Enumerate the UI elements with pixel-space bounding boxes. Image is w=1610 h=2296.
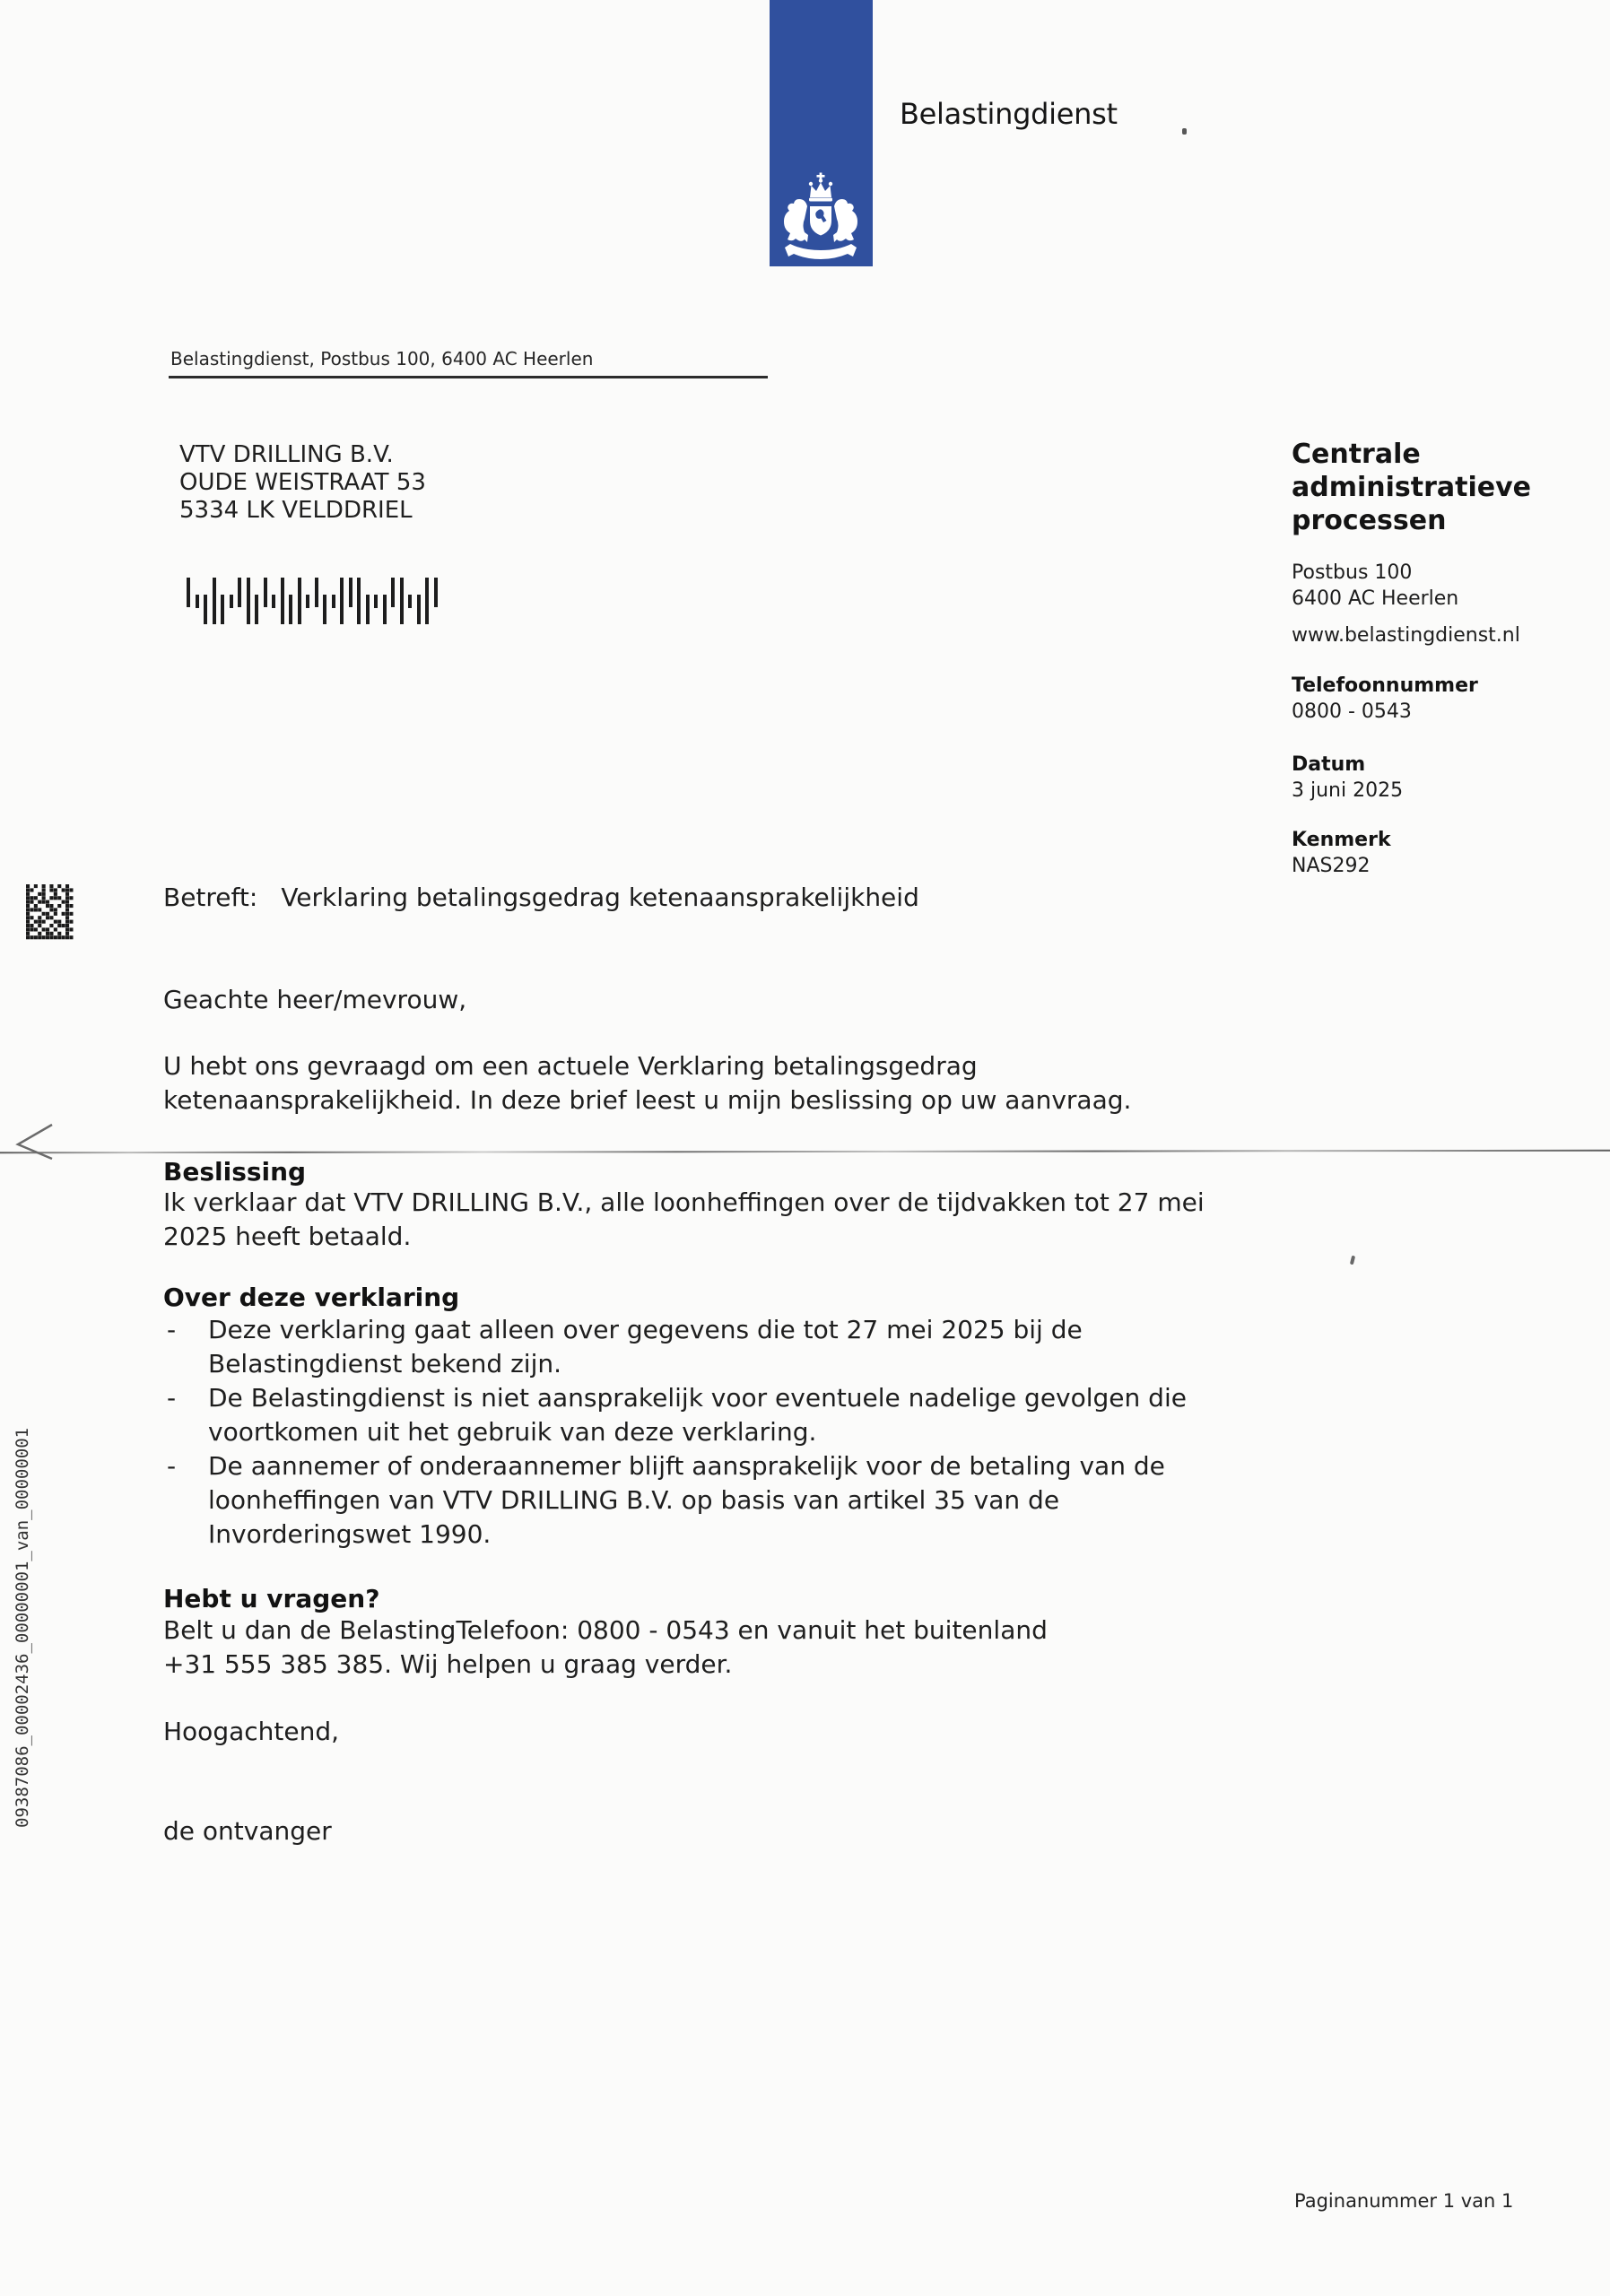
bullet-line: De Belastingdienst is niet aansprakelijk voor eventuele nadelige gevolgen die (208, 1383, 1187, 1413)
bullet-line: voortkomen uit het gebruik van deze verklaring. (208, 1417, 817, 1447)
date-value: 3 juni 2025 (1292, 779, 1404, 802)
department-title: Centrale administratieve processen (1292, 439, 1532, 536)
reference-label: Kenmerk (1292, 829, 1391, 851)
scan-fold-line (0, 1150, 1610, 1154)
intro-line: ketenaansprakelijkheid. In deze brief leest u mijn beslissing op uw aanvraag. (163, 1085, 1132, 1115)
belastingdienst-banner (770, 0, 873, 266)
bullet-dash: - (167, 1451, 177, 1481)
closing-salutation: Hoogachtend, (163, 1717, 340, 1746)
scan-speck (1182, 128, 1187, 135)
vragen-paragraph (163, 1613, 1048, 1682)
document-code-vertical: 09387086_00002436_00000001_van_00000001 (13, 1427, 32, 1828)
list-item (163, 1449, 1374, 1552)
section-heading-beslissing: Beslissing (163, 1157, 307, 1187)
bullet-line: Belastingdienst bekend zijn. (208, 1349, 561, 1378)
beslissing-line: 2025 heeft betaald. (163, 1222, 412, 1251)
recipient-street: OUDE WEISTRAAT 53 (179, 469, 426, 496)
brand-wordmark: Belastingdienst (900, 97, 1118, 131)
beslissing-paragraph (163, 1186, 1205, 1254)
phone-label: Telefoonnummer (1292, 674, 1478, 697)
bullet-line: loonheffingen van VTV DRILLING B.V. op basis van artikel 35 van de (208, 1485, 1060, 1515)
phone-number: 0800 - 0543 (1292, 700, 1412, 723)
scan-speck (1350, 1256, 1355, 1265)
scan-chevron-artifact (7, 1119, 57, 1166)
rijksoverheid-coat-of-arms-icon (778, 172, 864, 265)
page-number: Paginanummer 1 van 1 (1294, 2190, 1514, 2212)
bullet-line: De aannemer of onderaannemer blijft aansprakelijk voor de betaling van de (208, 1451, 1165, 1481)
vragen-line: Belt u dan de BelastingTelefoon: 0800 - 0543 en vanuit het buitenland (163, 1615, 1048, 1645)
return-address-underline (169, 376, 768, 378)
subject-label: Betreft: (163, 883, 258, 912)
bullet-line: Deze verklaring gaat alleen over gegevens die tot 27 mei 2025 bij de (208, 1315, 1083, 1344)
signature-role: de ontvanger (163, 1816, 332, 1846)
list-item (163, 1313, 1374, 1381)
intro-paragraph (163, 1049, 1131, 1118)
bullet-dash: - (167, 1315, 177, 1344)
subject-text: Verklaring betalingsgedrag ketenaansprakelijkheid (281, 883, 919, 912)
office-address (1292, 560, 1597, 612)
beslissing-line: Ik verklaar dat VTV DRILLING B.V., alle loonheffingen over de tijdvakken tot 27 mei (163, 1187, 1205, 1217)
recipient-name: VTV DRILLING B.V. (179, 441, 394, 468)
kix-barcode (187, 578, 442, 624)
return-address: Belastingdienst, Postbus 100, 6400 AC Heerlen (170, 348, 594, 370)
office-postbus: Postbus 100 (1292, 561, 1413, 584)
verklaring-bullet-list (163, 1313, 1374, 1552)
recipient-city: 5334 LK VELDDRIEL (179, 497, 413, 524)
reference-value: NAS292 (1292, 855, 1371, 877)
bullet-dash: - (167, 1383, 177, 1413)
office-city: 6400 AC Heerlen (1292, 587, 1459, 610)
vragen-line: +31 555 385 385. Wij helpen u graag verder. (163, 1649, 733, 1679)
date-label: Datum (1292, 753, 1366, 776)
website-url: www.belastingdienst.nl (1292, 624, 1520, 647)
bullet-line: Invorderingswet 1990. (208, 1519, 492, 1549)
list-item (163, 1381, 1374, 1449)
datamatrix-code (26, 884, 74, 940)
subject-line (163, 881, 919, 915)
intro-line: U hebt ons gevraagd om een actuele Verklaring betalingsgedrag (163, 1051, 978, 1081)
section-heading-hebt-u-vragen: Hebt u vragen? (163, 1584, 380, 1613)
salutation: Geachte heer/mevrouw, (163, 985, 467, 1014)
recipient-address (179, 441, 426, 525)
section-heading-over-deze-verklaring: Over deze verklaring (163, 1283, 460, 1312)
